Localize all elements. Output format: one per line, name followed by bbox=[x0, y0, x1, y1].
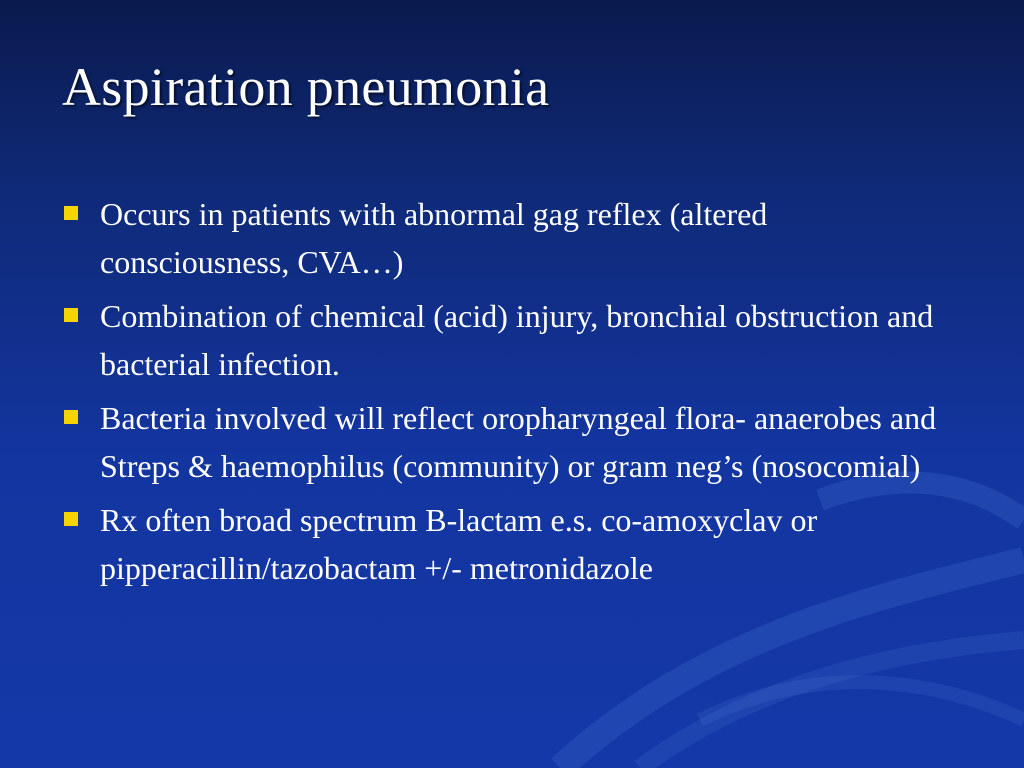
bullet-text: Occurs in patients with abnormal gag reflex (altered consciousness, CVA…) bbox=[100, 196, 768, 280]
bullet-item bbox=[62, 292, 962, 388]
bullet-text: Rx often broad spectrum B-lactam e.s. co-amoxyclav or pipperacillin/tazobactam +/- metronidazole bbox=[100, 502, 818, 586]
bullet-text: Combination of chemical (acid) injury, bronchial obstruction and bacterial infection. bbox=[100, 298, 934, 382]
square-bullet-icon bbox=[64, 512, 78, 526]
square-bullet-icon bbox=[64, 308, 78, 322]
bullet-text: Bacteria involved will reflect oropharyngeal flora- anaerobes and Streps & haemophilus (community) or gram neg’s (nosocomial) bbox=[100, 400, 937, 484]
square-bullet-icon bbox=[64, 206, 78, 220]
square-bullet-icon bbox=[64, 410, 78, 424]
bullet-list bbox=[62, 190, 962, 598]
bullet-item bbox=[62, 394, 962, 490]
bullet-item bbox=[62, 190, 962, 286]
slide-title: Aspiration pneumonia bbox=[62, 57, 550, 117]
bullet-item bbox=[62, 496, 962, 592]
